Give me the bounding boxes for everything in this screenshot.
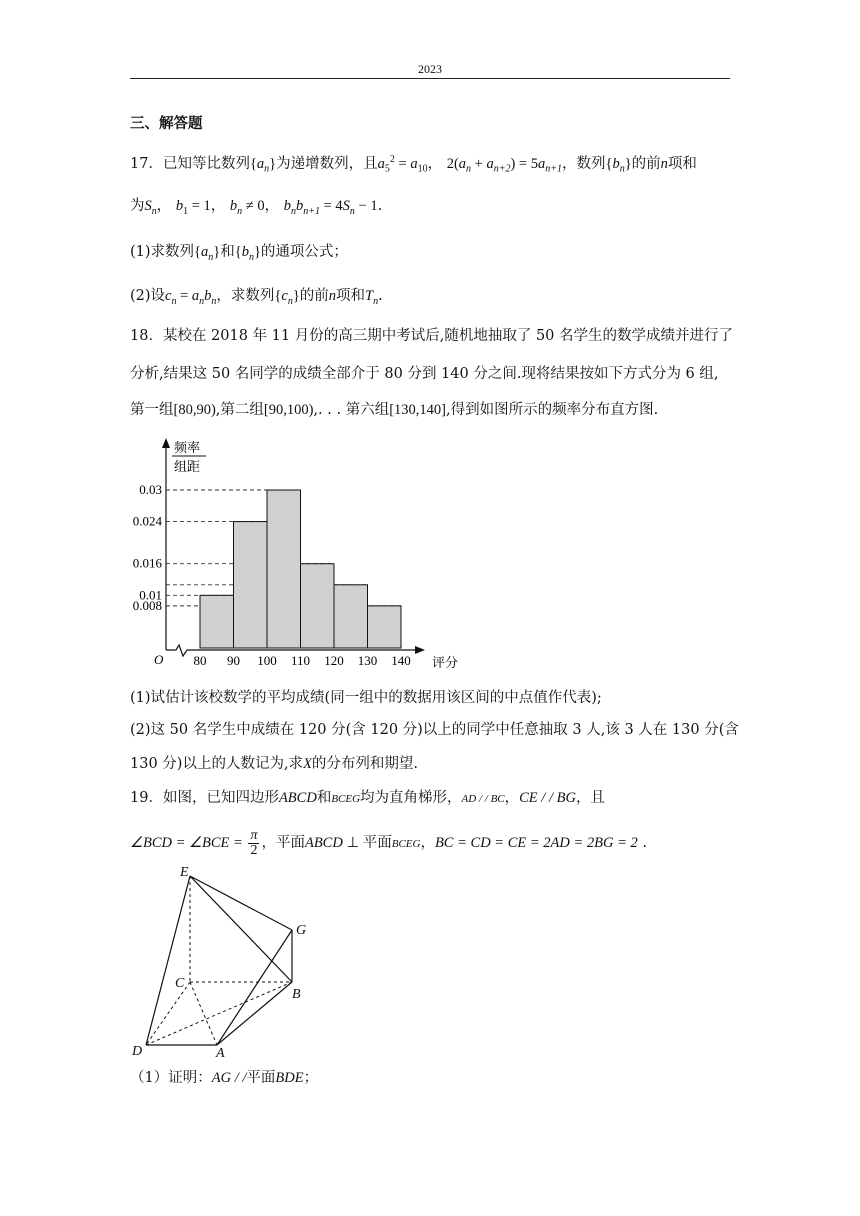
vertex-B: B: [292, 987, 301, 1002]
x-tick-label: 140: [391, 653, 411, 668]
y-tick-label: 0.01: [139, 587, 162, 603]
q18-line3: 第一组[80,90),第二组[90,100),. . . 第六组[130,140],得到如图所示的频率分布直方图.: [130, 402, 659, 418]
edge-CD: [146, 982, 190, 1045]
vertex-G: G: [296, 923, 307, 938]
x-tick-label: 90: [227, 653, 240, 668]
histogram-bar: [200, 595, 234, 648]
q19-part1: （1）证明：AG / /平面BDE；: [130, 1070, 319, 1086]
histogram-bar: [301, 564, 335, 648]
q18-line1: 18．某校在 2018 年 11 月份的高三期中考试后,随机地抽取了 50 名学生的数学成绩并进行了: [130, 328, 734, 344]
q17-part2: (2)设$c_n = a_nb_n$，求数列$\{c_n\}$的前n项和$T_n$.: [130, 288, 383, 307]
y-axis-label-denominator: 组距: [174, 459, 201, 474]
histogram-bar: [334, 585, 368, 648]
y-tick-label: 0.016: [132, 555, 162, 571]
q19-line1: 19．如图，已知四边形ABCD和BCEG均为直角梯形，AD / / BC，CE / / BG，且: [130, 790, 605, 806]
histogram-bar: [267, 490, 301, 648]
x-tick-label: 120: [324, 653, 344, 668]
vertex-C: C: [175, 976, 185, 991]
q17-line2: 为$S_n$， $b_1 = 1$， $b_n \ne 0$， $b_nb_{n+1} = 4S_n - 1$.: [130, 198, 383, 217]
y-tick-label: 0.024: [132, 513, 162, 529]
q18-part1: (1)试估计该校数学的平均成绩(同一组中的数据用该区间的中点值作代表);: [130, 690, 602, 706]
q17-part1: (1)求数列$\{a_n\}$和$\{b_n\}$的通项公式；: [130, 244, 348, 263]
y-tick-label: 0.008: [132, 597, 162, 613]
edge-EB: [190, 876, 292, 982]
geometry-figure: [125, 860, 325, 1060]
histogram-bar: [368, 606, 402, 648]
edge-CA: [190, 982, 217, 1045]
q18-line2: 分析,结果这 50 名同学的成绩全部介于 80 分到 140 分之间.现将结果按如下方式分为 6 组,: [130, 366, 719, 382]
y-axis-arrow: [162, 438, 170, 448]
edge-GA: [217, 930, 292, 1045]
edge-EG: [190, 876, 292, 930]
x-tick-label: 100: [257, 653, 277, 668]
page-header-year: 2023: [418, 62, 442, 76]
vertex-A: A: [216, 1046, 225, 1060]
x-tick-label: 110: [290, 653, 311, 668]
edge-AB: [217, 982, 292, 1045]
vertex-E: E: [180, 865, 189, 880]
section-title: 三、解答题: [130, 115, 203, 132]
x-axis-label: 评分: [432, 655, 459, 670]
y-axis-label-numerator: 频率: [174, 440, 201, 455]
frequency-histogram: [120, 430, 480, 680]
pi-over-2-fraction: $\frac{\pi}{2}$: [250, 827, 258, 858]
q18-part2-line2: 130 分)以上的人数记为,求X的分布列和期望.: [130, 756, 419, 772]
q17-line1: 17．已知等比数列$\{a_n\}$为递增数列，且$a_5^2 = a_{10}$， $2(a_n + a_{n+2}) = 5a_{n+1}$，数列$\{b_n\}$的前n项和: [130, 154, 697, 175]
q18-part2-line1: (2)这 50 名学生中成绩在 120 分(含 120 分)以上的同学中任意抽取 3 人,该 3 人在 130 分(含: [130, 722, 739, 738]
x-axis-break: [166, 645, 187, 656]
histogram-bar: [234, 522, 268, 648]
edge-ED: [146, 876, 190, 1045]
y-tick-label: 0.03: [139, 482, 162, 497]
vertex-D: D: [132, 1044, 143, 1059]
x-tick-label: 130: [357, 653, 378, 668]
q19-line2: ∠BCD = ∠BCE = $\frac{\pi}{2}$ ，平面ABCD ⊥ 平面BCEG，BC = CD = CE = 2AD = 2BG = 2 .: [130, 827, 647, 858]
header-rule: [130, 78, 730, 79]
x-axis-arrow: [415, 646, 425, 654]
origin-label: O: [154, 652, 164, 667]
x-tick-label: 80: [193, 653, 207, 668]
